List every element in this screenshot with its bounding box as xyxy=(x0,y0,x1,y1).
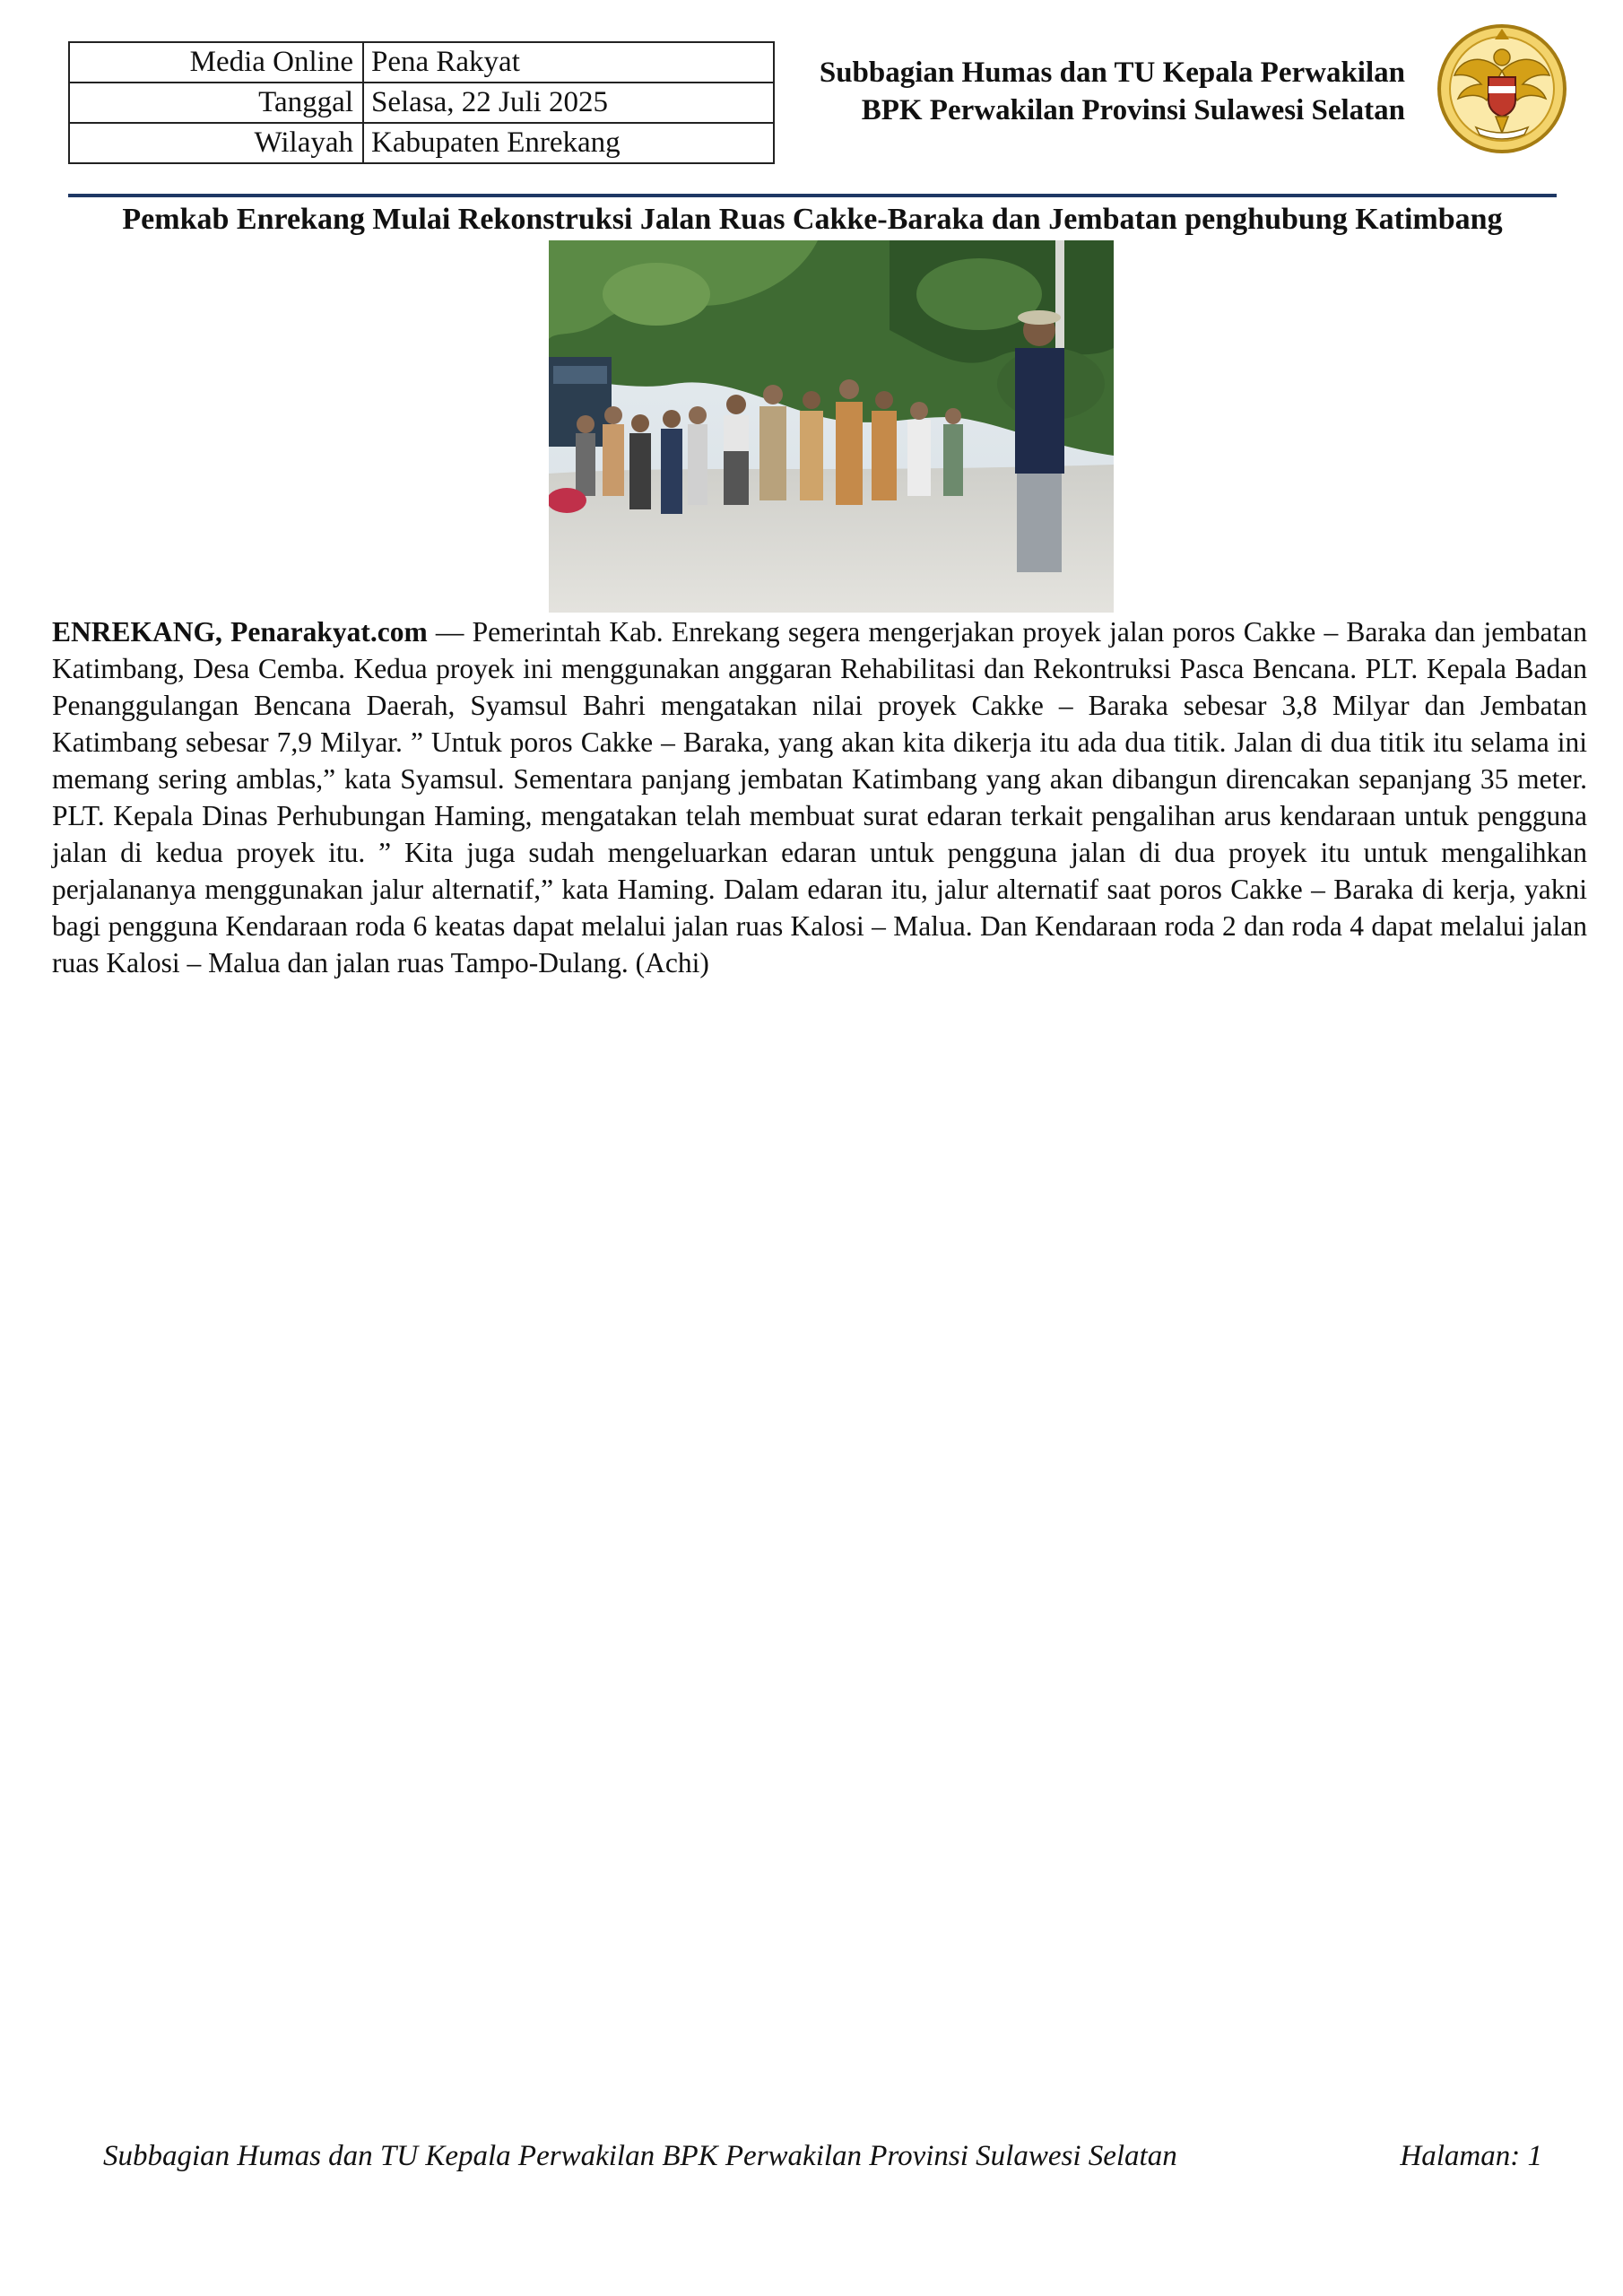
article-headline: Pemkab Enrekang Mulai Rekonstruksi Jalan Ruas Cakke-Baraka dan Jembatan penghubung Katimbang xyxy=(122,203,1503,236)
date-label: Tanggal xyxy=(69,83,363,123)
article-dateline: ENREKANG, Penarakyat.com xyxy=(52,616,428,648)
media-label: Media Online xyxy=(69,42,363,83)
media-info-table xyxy=(68,41,775,164)
date-value: Selasa, 22 Juli 2025 xyxy=(363,83,774,123)
agency-line-2: BPK Perwakilan Provinsi Sulawesi Selatan xyxy=(861,94,1405,126)
region-label: Wilayah xyxy=(69,123,363,163)
page-number: Halaman: 1 xyxy=(1400,2140,1542,2172)
media-value: Pena Rakyat xyxy=(363,42,774,83)
region-value: Kabupaten Enrekang xyxy=(363,123,774,163)
date-row xyxy=(69,83,774,123)
footer-agency: Subbagian Humas dan TU Kepala Perwakilan BPK Perwakilan Provinsi Sulawesi Selatan xyxy=(103,2140,1177,2172)
agency-header xyxy=(688,54,1405,129)
agency-line-1: Subbagian Humas dan TU Kepala Perwakilan xyxy=(819,57,1405,89)
article-body-text: — Pemerintah Kab. Enrekang segera mengerjakan proyek jalan poros Cakke – Baraka dan jembatan Katimbang, Desa Cemba. Kedua proyek ini menggunakan anggaran Rehabilitasi dan Rekontruksi Pasca Bencana. PLT. Kepala Badan Penanggulangan Bencana Daerah, Syamsul Bahri mengatakan nilai proyek Cakke – Baraka sebesar 3,8 Milyar dan Jembatan Katimbang sebesar 7,9 Milyar. ” Untuk poros Cakke – Baraka, yang akan kita dikerja itu ada dua titik. Jalan di dua titik itu selama ini memang sering amblas,” kata Syamsul. Sementara panjang jembatan Katimbang yang akan dibangun direncakan sepanjang 35 meter. PLT. Kepala Dinas Perhubungan Haming, mengatakan telah membuat surat edaran terkait pengalihan arus kendaraan untuk pengguna jalan di kedua proyek itu. ” Kita juga sudah mengeluarkan edaran untuk pengguna jalan di dua proyek itu untuk mengalihkan perjalananya menggunakan jalur alternatif,” kata Haming. Dalam edaran itu, jalur alternatif saat poros Cakke – Baraka di kerja, yakni bagi pengguna Kendaraan roda 6 keatas dapat melalui jalan ruas Kalosi – Malua. Dan Kendaraan roda 2 dan roda 4 dapat melalui jalan ruas Kalosi – Malua dan jalan ruas Tampo-Dulang. (Achi) xyxy=(52,616,1587,978)
media-row xyxy=(69,42,774,83)
article-body xyxy=(52,613,1587,981)
region-row xyxy=(69,123,774,163)
garuda-emblem-icon xyxy=(1435,22,1569,156)
news-photo xyxy=(549,240,1114,613)
header-divider xyxy=(68,194,1557,197)
